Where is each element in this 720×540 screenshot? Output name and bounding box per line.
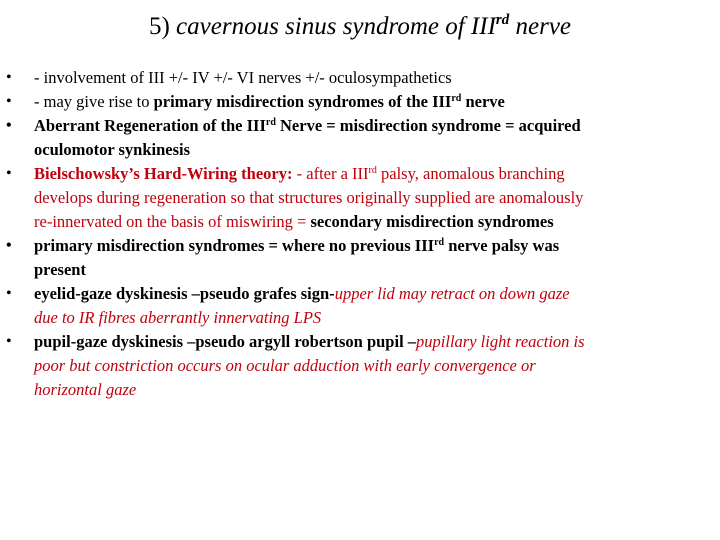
superscript: rd [434,237,445,248]
bullet-red-italic-text: upper lid may retract on down gaze [334,284,570,303]
bullet-red-text: - after a III [292,164,369,183]
bullet-item [0,90,720,114]
superscript: rd [451,93,462,104]
bullet-red-italic-continued: due to IR fibres aberrantly innervating LPS [34,308,322,327]
bullet-bold-text: primary misdirection syndromes of the III [153,92,452,111]
title-suffix: nerve [515,13,572,40]
bullet-item [0,330,720,402]
bullet-bold-text: pupil-gaze dyskinesis –pseudo argyll robertson pupil – [34,332,417,351]
title-text: cavernous sinus syndrome of III [176,13,496,40]
bullet-text: Nerve = misdirection syndrome = acquired [275,116,581,135]
title-superscript: rd [495,12,510,28]
bullet-icon: • [6,69,12,86]
bullet-bold-text: secondary misdirection syndromes [310,212,554,231]
bullet-red-text: palsy, anomalous branching [376,164,565,183]
bullet-red-text: re-innervated on the basis of miswiring = [34,212,311,231]
bullet-line [34,234,714,258]
bullet-item [0,234,720,282]
superscript: rd [368,165,377,176]
bullet-icon: • [6,117,12,134]
bullet-item [0,66,720,90]
bullet-red-bold-text: Bielschowsky’s Hard-Wiring theory: [34,164,293,183]
bullet-item [0,162,720,234]
bullet-icon: • [6,93,12,110]
bullet-icon: • [6,285,12,302]
bullet-item [0,114,720,162]
bullet-text: primary misdirection syndromes = where no previous III [34,236,435,255]
bullet-bold-text: eyelid-gaze dyskinesis –pseudo grafes sign- [34,284,335,303]
bullet-line [34,282,714,306]
bullet-icon: • [6,237,12,254]
bullet-line [34,90,714,114]
bullet-text: - may give rise to [34,92,154,111]
superscript: rd [265,117,276,128]
bullet-bold-text: nerve [461,92,505,111]
title-number: 5) [148,13,170,40]
bullet-text: - involvement of III +/- IV +/- VI nerves +/- oculosympathetics [34,68,452,87]
bullet-text-continued: present [34,260,86,279]
bullet-line [34,210,714,234]
slide-title [0,10,720,44]
bullet-icon: • [6,333,12,350]
bullet-line [34,114,714,138]
bullet-text: nerve palsy was [444,236,560,255]
bullet-red-italic-continued: poor but constriction occurs on ocular adduction with early convergence or [34,356,536,375]
bullet-list [0,66,720,402]
bullet-text: Aberrant Regeneration of the III [34,116,266,135]
bullet-text-continued: oculomotor synkinesis [34,140,191,159]
bullet-item [0,282,720,330]
bullet-icon: • [6,165,12,182]
bullet-line [34,162,714,186]
bullet-red-text-continued: develops during regeneration so that structures originally supplied are anomalously [34,188,584,207]
bullet-red-italic-text: pupillary light reaction is [416,332,585,351]
bullet-red-italic-continued: horizontal gaze [34,380,137,399]
bullet-line [34,330,714,354]
